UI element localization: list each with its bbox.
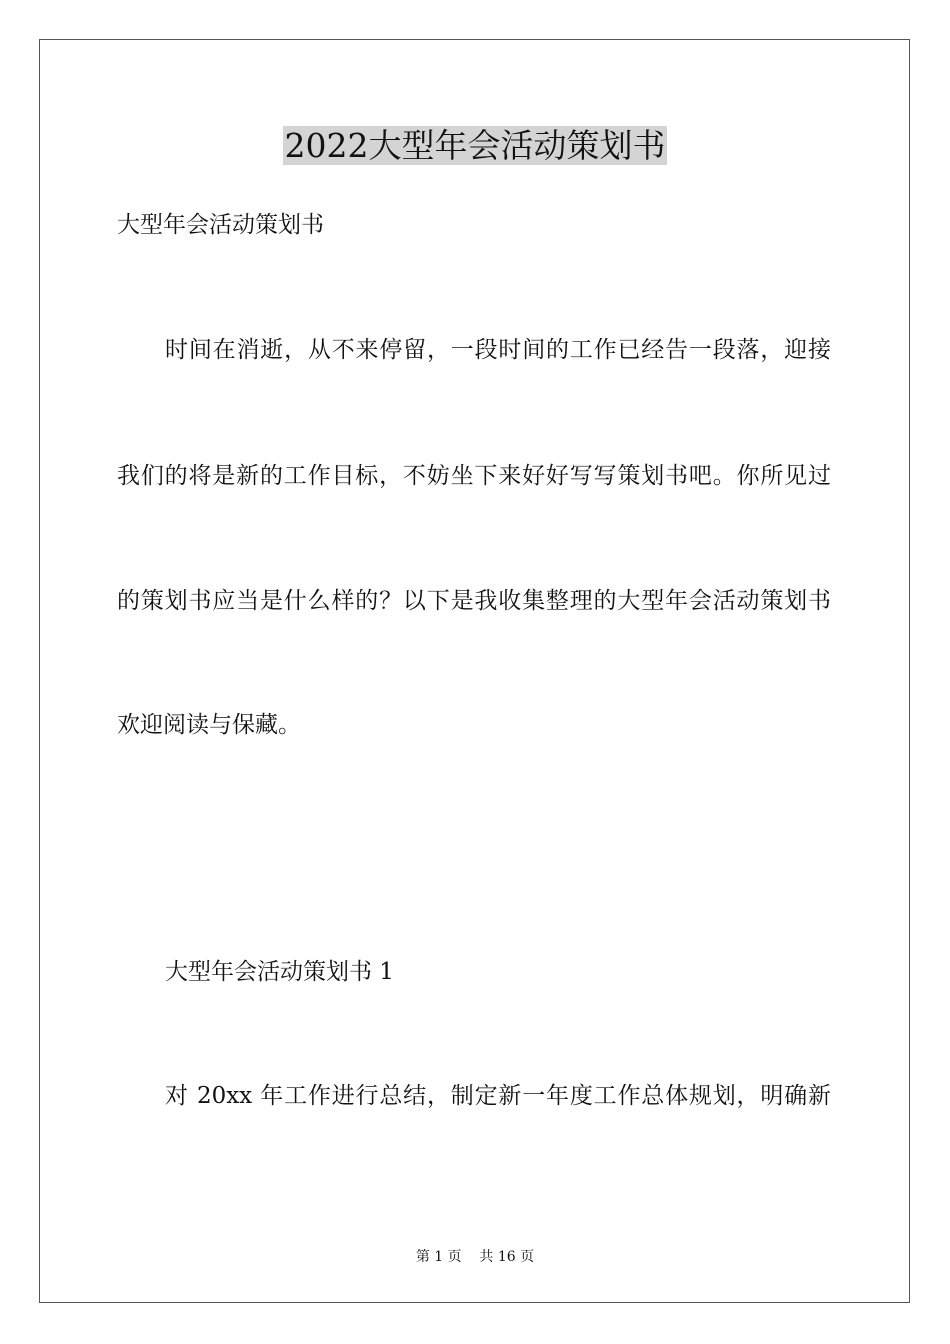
intro-paragraph-line: 欢迎阅读与保藏。: [117, 712, 301, 738]
intro-paragraph-line: 我们的将是新的工作目标，不妨坐下来好好写写策划书吧。你所见过: [117, 463, 831, 489]
document-title: [0, 124, 950, 168]
section-paragraph-line: 对 20xx 年工作进行总结，制定新一年度工作总体规划，明确新: [165, 1083, 831, 1109]
intro-paragraph-line: 时间在消逝，从不来停留，一段时间的工作已经告一段落，迎接: [165, 337, 831, 363]
page-footer: 第 1 页 共 16 页: [415, 1249, 535, 1265]
section-heading: 大型年会活动策划书 1: [165, 959, 394, 985]
document-title-text: 2022大型年会活动策划书: [284, 126, 666, 165]
intro-paragraph-line: 的策划书应当是什么样的？以下是我收集整理的大型年会活动策划书: [117, 588, 831, 614]
document-subtitle: 大型年会活动策划书: [117, 212, 324, 238]
